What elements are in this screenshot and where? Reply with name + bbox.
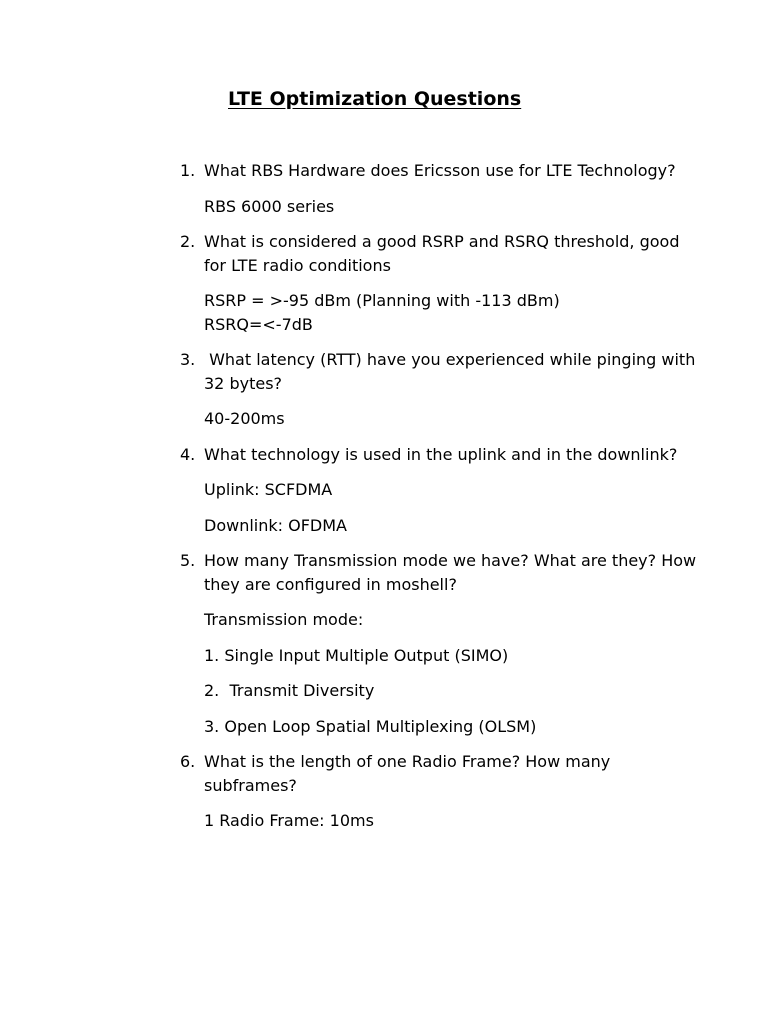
answer-line: 1. Single Input Multiple Output (SIMO): [204, 645, 509, 665]
question-item-4: [180, 443, 700, 538]
answer-block: [204, 289, 700, 336]
answer-line: RSRP = >-95 dBm (Planning with -113 dBm): [204, 291, 560, 310]
question-number: 6.: [180, 752, 196, 771]
answer-block: [204, 195, 700, 219]
answer-line: RBS 6000 series: [204, 196, 335, 216]
question-number: 2.: [180, 232, 196, 251]
answer-line: 2. Transmit Diversity: [204, 681, 375, 700]
answer-line: Downlink: OFDMA: [204, 515, 347, 535]
question-text: How many Transmission mode we have? What are they? How they are configured in moshell?: [204, 551, 697, 594]
question-item-2: [180, 230, 700, 336]
question-list: [180, 159, 700, 845]
question-text: What RBS Hardware does Ericsson use for LTE Technology?: [204, 161, 676, 180]
answer-line: Uplink: SCFDMA: [204, 480, 333, 499]
question-number: 3.: [180, 350, 196, 369]
answer-line: RSRQ=<-7dB: [204, 314, 313, 334]
question-number: 5.: [180, 551, 196, 570]
question-text: What is considered a good RSRP and RSRQ threshold, good for LTE radio conditions: [204, 232, 680, 275]
question-number: 1.: [180, 161, 196, 180]
question-item-1: [180, 159, 700, 218]
question-text: What technology is used in the uplink and in the downlink?: [204, 444, 678, 464]
answer-line: Transmission mode:: [204, 610, 364, 629]
answer-block: [204, 608, 700, 738]
question-item-5: [180, 549, 700, 738]
page-title: LTE Optimization Questions: [228, 88, 522, 110]
answer-line: 40-200ms: [204, 409, 285, 428]
question-number: 4.: [180, 444, 196, 464]
answer-block: [204, 809, 700, 833]
question-text: What latency (RTT) have you experienced while pinging with 32 bytes?: [204, 350, 701, 393]
answer-block: [204, 478, 700, 537]
answer-line: 3. Open Loop Spatial Multiplexing (OLSM): [204, 716, 537, 736]
answer-block: [204, 407, 700, 431]
question-text: What is the length of one Radio Frame? How many subframes?: [204, 752, 611, 795]
question-item-3: [180, 348, 700, 431]
answer-line: 1 Radio Frame: 10ms: [204, 811, 374, 830]
question-item-6: [180, 750, 700, 833]
